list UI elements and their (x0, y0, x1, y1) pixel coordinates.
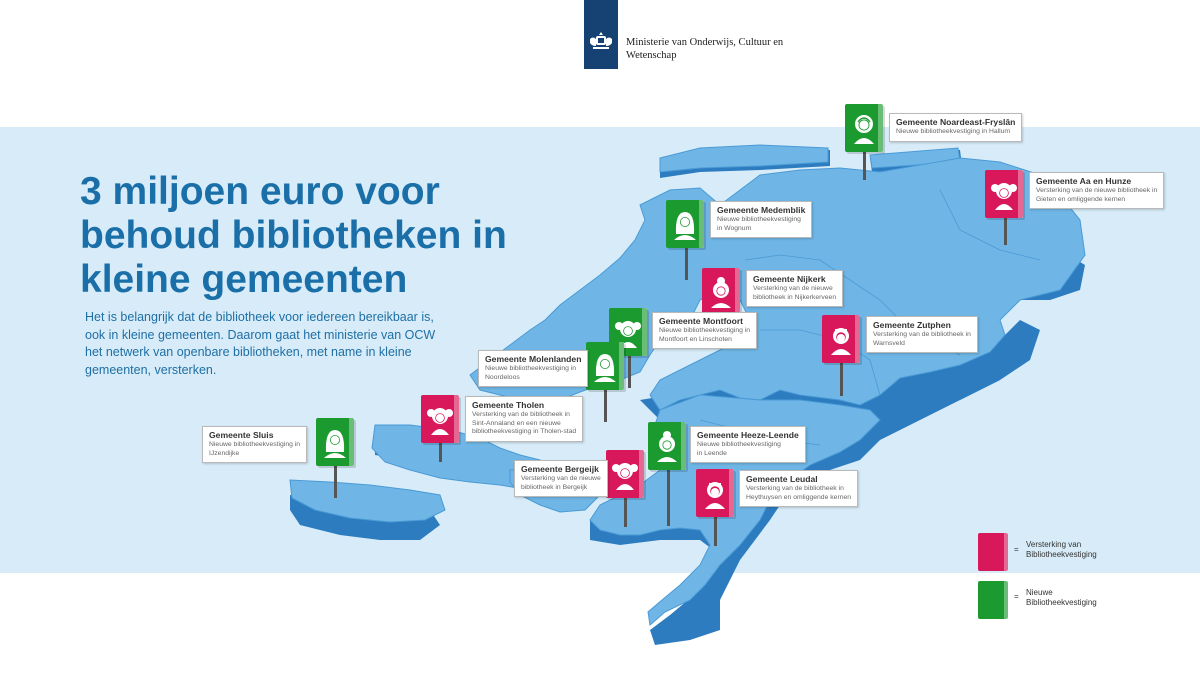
label-sluis (202, 426, 307, 463)
pin-pole-molenlanden (604, 386, 607, 422)
pin-heeze-leende[interactable] (648, 422, 686, 470)
woman-long-hair-icon (671, 206, 699, 240)
pin-tholen[interactable] (421, 395, 459, 443)
label-heeze-leende (690, 426, 806, 463)
pin-pole-bergeijk (624, 495, 627, 527)
pin-pole-zutphen (840, 360, 843, 396)
page-title-line3: kleine gemeenten (80, 258, 408, 301)
pin-pole-leudal (714, 514, 717, 546)
label-name: Gemeente Leudal (746, 474, 818, 484)
girl-pigtails-icon (426, 401, 454, 435)
legend-versterking-line1: Versterking van (1026, 540, 1082, 549)
pin-pole-aa-en-hunze (1004, 215, 1007, 245)
label-zutphen (866, 316, 978, 353)
legend-nieuw-icon (978, 581, 1008, 619)
pin-pole-medemblik (685, 246, 688, 280)
label-aa-en-hunze (1029, 172, 1164, 209)
label-desc: in Wognum (717, 224, 752, 232)
label-desc: Nieuwe bibliotheekvestiging in (659, 327, 751, 334)
label-desc: Nieuwe bibliotheekvestiging (717, 216, 801, 223)
label-leudal (739, 470, 858, 507)
label-montfoort (652, 312, 757, 349)
pin-molenlanden[interactable] (586, 342, 624, 390)
man-icon (827, 321, 855, 355)
older-woman-icon (707, 274, 735, 308)
label-name: Gemeente Sluis (209, 430, 274, 440)
label-desc: bibliotheekvestiging in Tholen-stad (472, 428, 577, 436)
woman-short-hair-icon (850, 110, 878, 144)
label-desc: bibliotheek in Nijkerkerveen (753, 293, 837, 301)
legend-nieuw-line1: Nieuwe (1026, 588, 1053, 597)
label-desc: Nieuwe bibliotheekvestiging in Hallum (896, 128, 1011, 135)
page-title-line1: 3 miljoen euro voor (80, 170, 440, 213)
label-desc: Heythuysen en omliggende kernen (746, 493, 852, 501)
legend-nieuw-line2: Bibliotheekvestiging (1026, 598, 1097, 607)
label-name: Gemeente Tholen (472, 400, 545, 410)
label-desc: Warnsveld (873, 339, 905, 347)
legend-versterking-text (1026, 540, 1097, 560)
ministry-name-line1: Ministerie van Onderwijs, Cultuur en (626, 37, 784, 48)
label-desc: Versterking van de bibliotheek in (873, 331, 971, 338)
page-title-line2: behoud bibliotheken in (80, 214, 507, 257)
label-desc: Nieuwe bibliotheekvestiging in (485, 365, 577, 372)
girl-pigtails-icon (990, 176, 1018, 210)
label-nijkerk (746, 270, 843, 307)
pin-noardeast-fryslan[interactable] (845, 104, 883, 152)
label-bergeijk (514, 460, 608, 497)
label-desc: bibliotheek in Bergeijk (521, 483, 588, 491)
label-desc: Versterking van de bibliotheek in (472, 411, 570, 418)
label-name: Gemeente Heeze-Leende (697, 430, 799, 440)
pin-leudal[interactable] (696, 469, 734, 517)
label-desc: Gieten en omliggende kernen (1036, 195, 1126, 203)
pin-sluis[interactable] (316, 418, 354, 466)
pin-pole-sluis (334, 462, 337, 498)
label-desc: Nieuwe bibliotheekvestiging (697, 441, 781, 448)
legend-nieuw-text (1026, 588, 1097, 608)
label-desc: Noordeloos (485, 373, 520, 381)
pin-pole-heeze-leende (667, 466, 670, 526)
label-desc: Montfoort en Linschoten (659, 335, 732, 343)
label-desc: Versterking van de bibliotheek in (746, 485, 844, 492)
label-desc: Versterking van de nieuwe (521, 475, 601, 482)
legend-versterking-line2: Bibliotheekvestiging (1026, 550, 1097, 559)
label-name: Gemeente Molenlanden (485, 354, 582, 364)
label-desc: IJzendijke (209, 449, 240, 457)
legend-versterking-icon (978, 533, 1008, 571)
label-molenlanden (478, 350, 588, 387)
label-noardeast-fryslan (889, 113, 1022, 142)
girl-pigtails-icon (611, 456, 639, 490)
label-name: Gemeente Zutphen (873, 320, 951, 330)
pin-zutphen[interactable] (822, 315, 860, 363)
label-medemblik (710, 201, 812, 238)
label-name: Gemeente Montfoort (659, 316, 744, 326)
label-name: Gemeente Aa en Hunze (1036, 176, 1132, 186)
pin-aa-en-hunze[interactable] (985, 170, 1023, 218)
intro-paragraph: Het is belangrijk dat de bibliotheek voor iedereen bereikbaar is, ook in kleine gemeenten. Daarom gaat het ministerie van OCW het netwerk van openbare bibliotheken, met name in kleine gemeenten, versterken. (85, 310, 436, 377)
pin-nijkerk[interactable] (702, 268, 740, 316)
woman-long-hair-icon (321, 424, 349, 458)
label-name: Gemeente Noardeast-Fryslân (896, 117, 1016, 127)
ministry-name-line2: Wetenschap (626, 50, 677, 61)
pin-medemblik[interactable] (666, 200, 704, 248)
pin-bergeijk[interactable] (606, 450, 644, 498)
label-desc: Versterking van de nieuwe (753, 285, 833, 292)
label-name: Gemeente Medemblik (717, 205, 806, 215)
legend-equals: = (1014, 545, 1019, 554)
label-desc: Nieuwe bibliotheekvestiging in (209, 441, 301, 448)
pin-pole-montfoort (628, 352, 631, 388)
pin-pole-tholen (439, 440, 442, 462)
label-desc: Versterking van de nieuwe bibliotheek in (1036, 187, 1158, 194)
woman-long-hair-icon (591, 348, 619, 382)
older-woman-icon (653, 428, 681, 462)
label-name: Gemeente Nijkerk (753, 274, 826, 284)
label-tholen (465, 396, 583, 442)
label-desc: Sint-Annaland en een nieuwe (472, 419, 561, 427)
pin-pole-noardeast-fryslan (863, 150, 866, 180)
legend-equals: = (1014, 592, 1019, 601)
label-name: Gemeente Bergeijk (521, 464, 599, 474)
label-desc: in Leende (697, 449, 727, 457)
man-icon (701, 475, 729, 509)
